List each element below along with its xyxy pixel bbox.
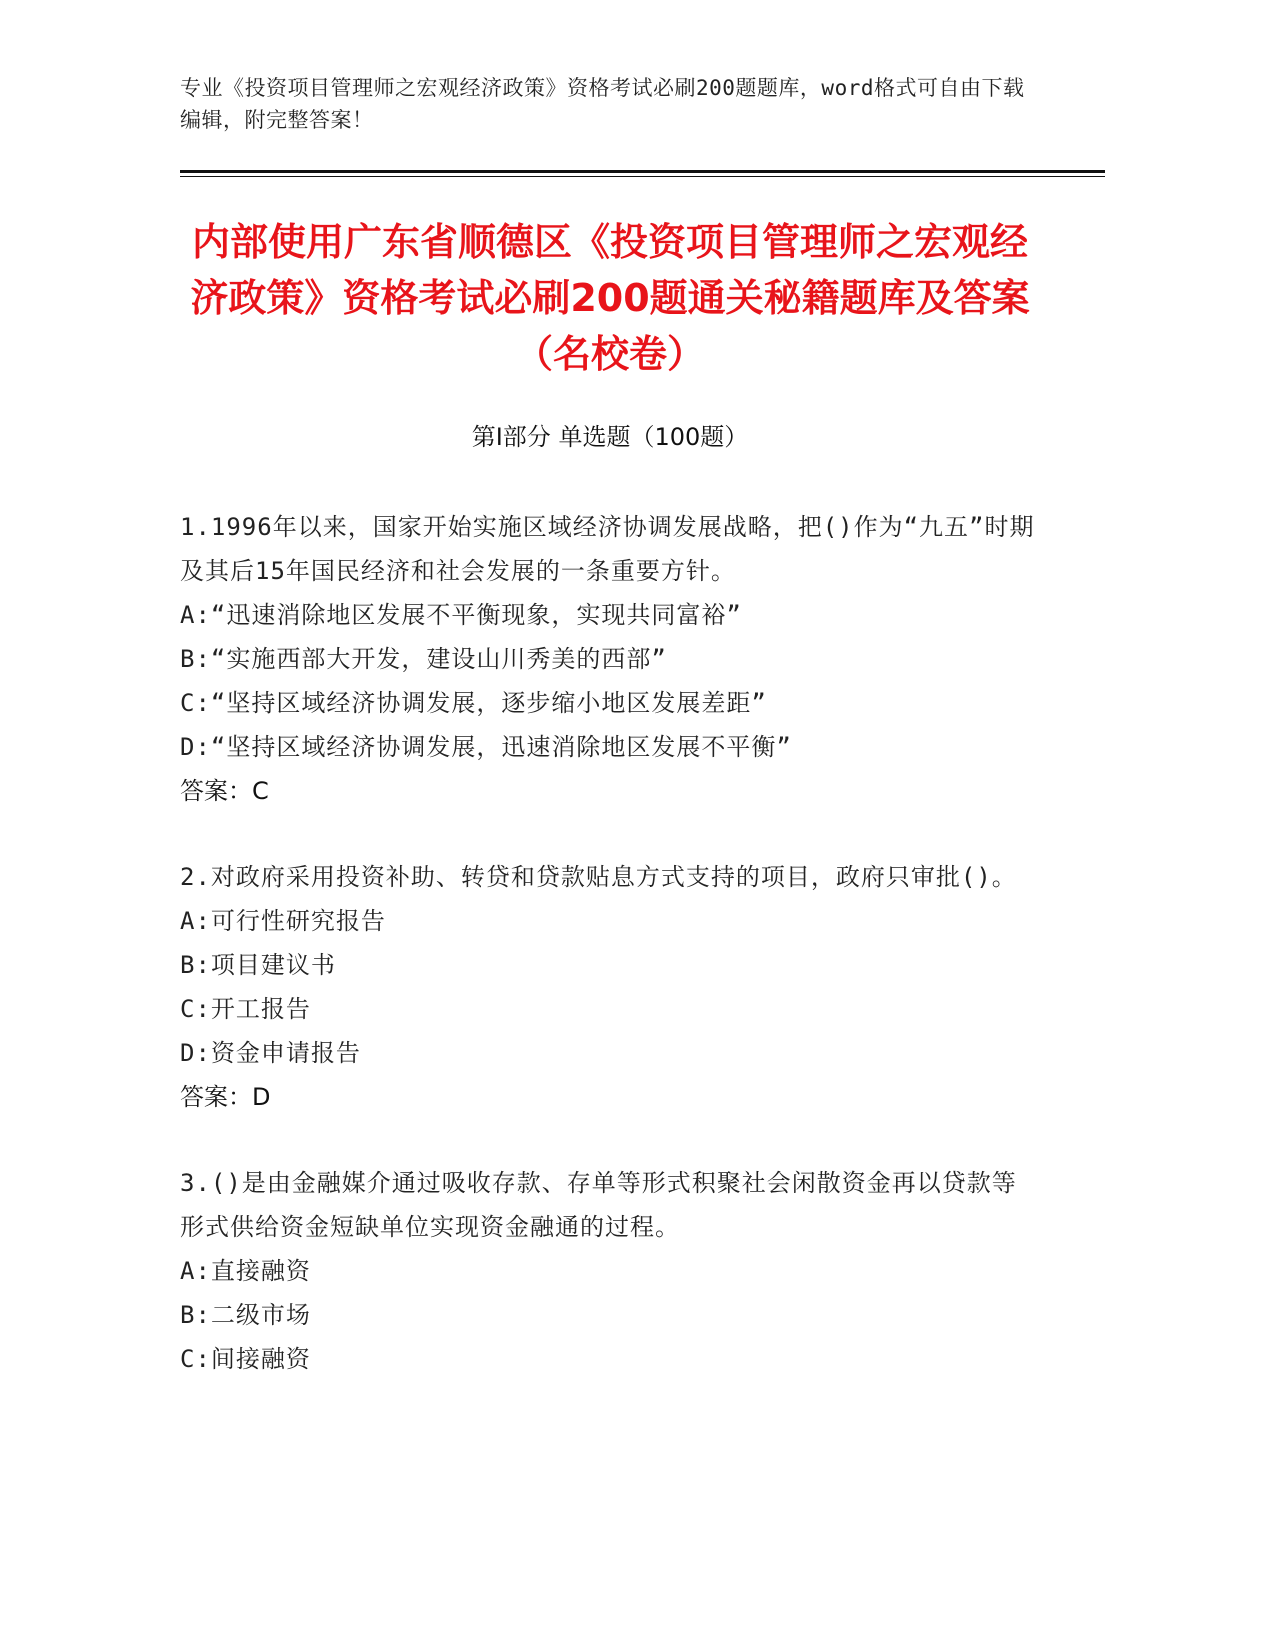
option-d: D:资金申请报告 [180,1039,361,1067]
question-3 [180,1161,1040,1381]
header-divider-thick [180,170,1105,173]
question-list [180,505,1040,1423]
option-a: A:直接融资 [180,1257,311,1285]
header-divider-thin [180,176,1105,177]
question-stem: 1.1996年以来，国家开始实施区域经济协调发展战略，把()作为“九五”时期及其后15年国民经济和社会发展的一条重要方针。 [180,513,1035,585]
header-note: 专业《投资项目管理师之宏观经济政策》资格考试必刷200题题库，word格式可自由下载编辑，附完整答案！ [180,76,1025,132]
question-1 [180,505,1040,813]
section-title: 第Ⅰ部分 单选题（100题） [471,423,749,451]
option-c: C:间接融资 [180,1345,311,1373]
option-c: C:“坚持区域经济协调发展，逐步缩小地区发展差距” [180,689,767,717]
option-d: D:“坚持区域经济协调发展，迅速消除地区发展不平衡” [180,733,792,761]
document-title: 内部使用广东省顺德区《投资项目管理师之宏观经济政策》资格考试必刷200题通关秘籍题库及答案（名校卷） [190,220,1030,376]
question-stem: 2.对政府采用投资补助、转贷和贷款贴息方式支持的项目，政府只审批()。 [180,863,1017,891]
option-b: B:项目建议书 [180,951,336,979]
option-b: B:二级市场 [180,1301,311,1329]
answer-line: 答案：C [180,777,269,805]
option-b: B:“实施西部大开发，建设山川秀美的西部” [180,645,667,673]
option-a: A:“迅速消除地区发展不平衡现象，实现共同富裕” [180,601,742,629]
question-stem: 3.()是由金融媒介通过吸收存款、存单等形式积聚社会闲散资金再以贷款等形式供给资金短缺单位实现资金融通的过程。 [180,1169,1017,1241]
option-c: C:开工报告 [180,995,311,1023]
answer-line: 答案：D [180,1083,271,1111]
question-2 [180,855,1040,1119]
option-a: A:可行性研究报告 [180,907,386,935]
